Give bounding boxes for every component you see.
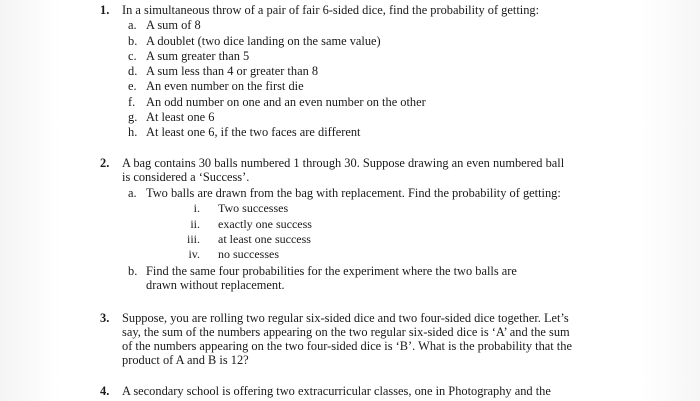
part-label: f.: [128, 94, 136, 109]
question-part: [122, 79, 610, 94]
question-2: [100, 156, 610, 292]
question-text-line: product of A and B is 12?: [122, 353, 249, 367]
item-label: iv.: [188, 247, 200, 262]
part-label: g.: [128, 110, 138, 125]
part-text: At least one 6: [146, 110, 215, 125]
question-3: [100, 311, 610, 367]
item-label: i.: [193, 201, 200, 216]
sub-item: [100, 247, 610, 262]
part-label: b.: [128, 264, 138, 279]
question-part: [122, 95, 610, 110]
part-label: d.: [128, 64, 138, 79]
question-text-line: is considered a ‘Success’.: [122, 170, 250, 184]
question-text: In a simultaneous throw of a pair of fair 6-sided dice, find the probability of getting:: [122, 3, 540, 17]
question-text: A secondary school is offering two extracurricular classes, one in Photography and the: [122, 384, 551, 398]
part-label: c.: [128, 48, 137, 63]
question-number: 2.: [100, 156, 110, 170]
part-label: a.: [128, 186, 137, 200]
part-label: e.: [128, 79, 137, 94]
sub-item: [100, 201, 610, 216]
part-label: h.: [128, 125, 138, 140]
item-text: exactly one success: [218, 216, 312, 231]
item-label: ii.: [190, 216, 200, 231]
item-label: iii.: [186, 231, 200, 246]
item-text: no successes: [218, 247, 279, 262]
part-text: A sum less than 4 or greater than 8: [146, 64, 319, 79]
sub-item: [100, 217, 610, 232]
part-text: An even number on the first die: [146, 79, 304, 94]
part-text: A sum greater than 5: [146, 48, 250, 63]
question-number: 3.: [100, 311, 110, 325]
question-text-line: say, the sum of the numbers appearing on the two regular six-sided dice is ‘A’ and the sum: [122, 325, 570, 339]
question-text-line: of the numbers appearing on the two four-sided dice is ‘B’. What is the probability that the: [122, 339, 572, 353]
part-text: A doublet (two dice landing on the same value): [146, 33, 381, 48]
sub-item: [100, 232, 610, 247]
question-part: [122, 64, 610, 79]
question-text-line: Suppose, you are rolling two regular six-sided dice and two four-sided dice together. Let’s: [122, 311, 569, 325]
question-text-line: A bag contains 30 balls numbered 1 through 30. Suppose drawing an even numbered ball: [122, 156, 565, 170]
question-part: [122, 18, 610, 33]
part-text-line: drawn without replacement.: [146, 278, 285, 293]
part-text-line: Find the same four probabilities for the experiment where the two balls are: [146, 264, 517, 279]
part-text: An odd number on one and an even number on the other: [146, 94, 426, 109]
part-text: Two balls are drawn from the bag with replacement. Find the probability of getting:: [146, 186, 561, 200]
question-part: [122, 34, 610, 49]
question-number: 1.: [100, 3, 110, 17]
part-text: At least one 6, if the two faces are different: [146, 125, 361, 140]
question-part: [122, 110, 610, 125]
question-1: [100, 3, 610, 141]
question-4: [100, 384, 610, 398]
question-part: [122, 49, 610, 64]
question-number: 4.: [100, 384, 110, 398]
part-label: a.: [128, 18, 137, 33]
question-part-a: [122, 186, 610, 201]
part-text: A sum of 8: [146, 18, 201, 33]
item-text: Two successes: [218, 201, 289, 216]
question-part: [122, 125, 610, 140]
question-part-b: [122, 264, 610, 292]
part-label: b.: [128, 33, 138, 48]
item-text: at least one success: [218, 231, 311, 246]
